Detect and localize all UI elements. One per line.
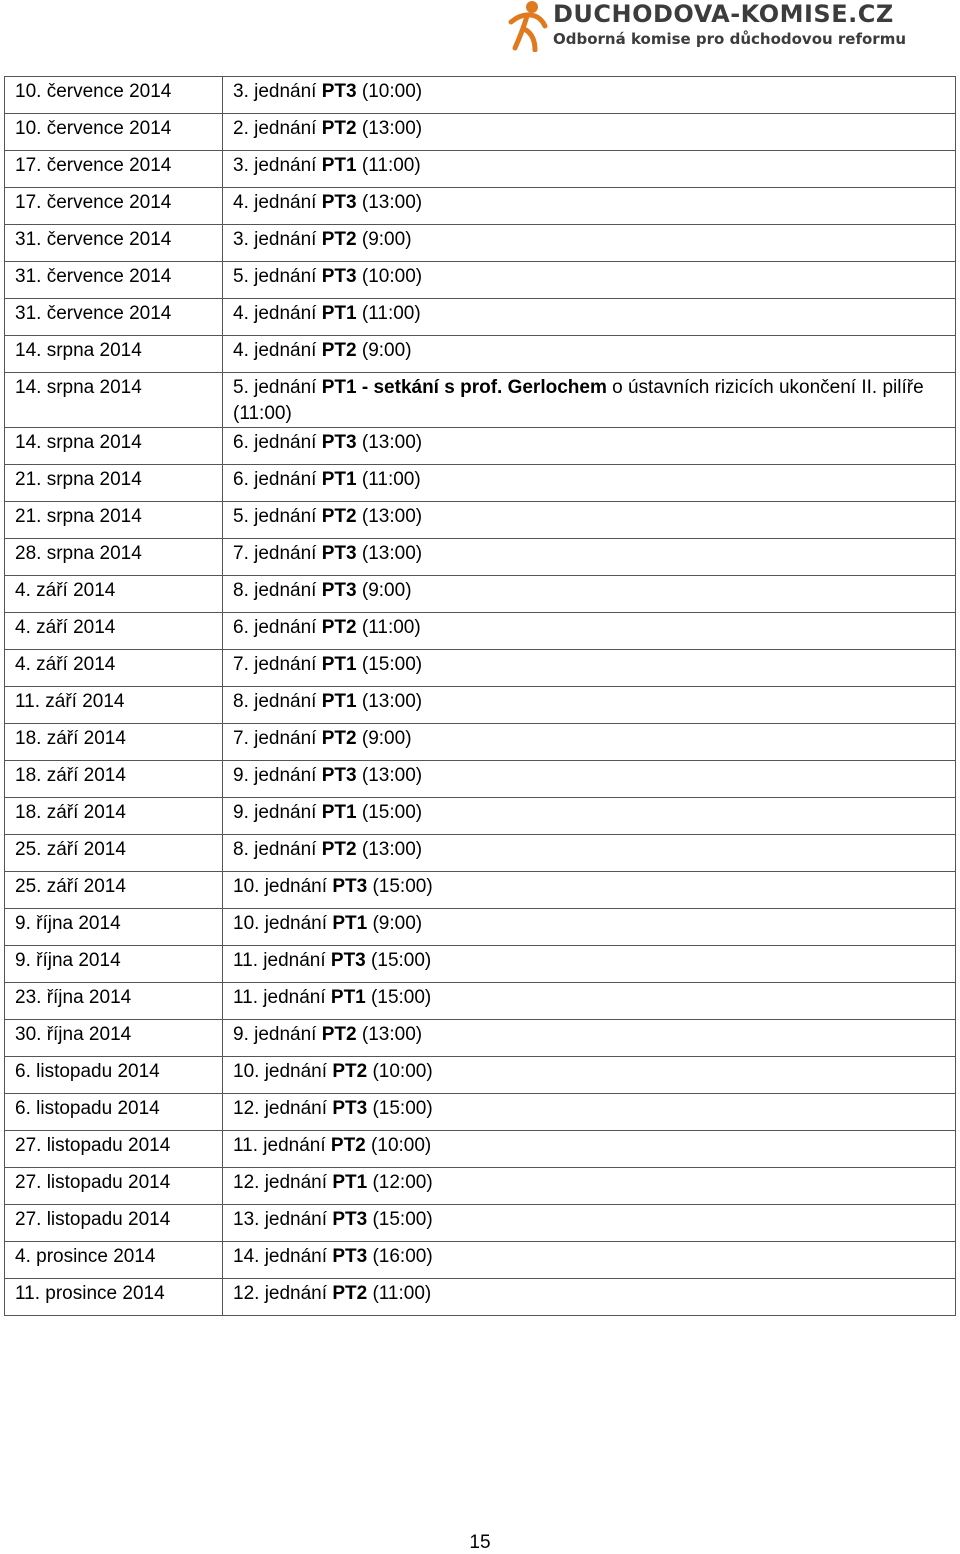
meeting-time: (11:00) bbox=[367, 1283, 432, 1304]
date-cell: 31. července 2014 bbox=[5, 225, 223, 262]
meeting-cell bbox=[223, 576, 956, 613]
meeting-number: 8. jednání bbox=[233, 691, 322, 712]
date-cell: 4. září 2014 bbox=[5, 613, 223, 650]
date-cell: 14. srpna 2014 bbox=[5, 373, 223, 428]
working-group: PT2 bbox=[321, 506, 357, 527]
meeting-number: 6. jednání bbox=[233, 432, 322, 453]
schedule-body bbox=[5, 77, 956, 1316]
meeting-number: 6. jednání bbox=[233, 469, 322, 490]
meeting-cell bbox=[223, 909, 956, 946]
meeting-number: 5. jednání bbox=[233, 377, 322, 398]
meeting-cell bbox=[223, 1020, 956, 1057]
date-cell: 6. listopadu 2014 bbox=[5, 1057, 223, 1094]
table-row bbox=[5, 428, 956, 465]
meeting-number: 11. jednání bbox=[233, 987, 331, 1008]
working-group: PT1 bbox=[330, 987, 366, 1008]
meeting-number: 6. jednání bbox=[233, 617, 322, 638]
meeting-time: (13:00) bbox=[356, 765, 423, 786]
table-row bbox=[5, 1205, 956, 1242]
meeting-cell bbox=[223, 1279, 956, 1316]
meeting-cell bbox=[223, 502, 956, 539]
date-cell: 21. srpna 2014 bbox=[5, 502, 223, 539]
date-cell: 14. srpna 2014 bbox=[5, 336, 223, 373]
meeting-time: (10:00) bbox=[356, 266, 423, 287]
meeting-number: 11. jednání bbox=[233, 950, 331, 971]
logo-subtitle: Odborná komise pro důchodovou reformu bbox=[553, 30, 907, 48]
meeting-cell bbox=[223, 872, 956, 909]
working-group: PT2 bbox=[321, 1024, 357, 1045]
date-cell: 17. července 2014 bbox=[5, 151, 223, 188]
table-row bbox=[5, 1242, 956, 1279]
working-group: PT3 bbox=[332, 1246, 368, 1267]
table-row bbox=[5, 724, 956, 761]
meeting-cell bbox=[223, 77, 956, 114]
working-group: PT3 bbox=[321, 765, 357, 786]
working-group: PT2 bbox=[321, 839, 357, 860]
date-cell: 21. srpna 2014 bbox=[5, 465, 223, 502]
date-cell: 4. prosince 2014 bbox=[5, 1242, 223, 1279]
working-group: PT2 bbox=[321, 728, 357, 749]
meeting-time: (15:00) bbox=[367, 1209, 433, 1230]
date-cell: 27. listopadu 2014 bbox=[5, 1168, 223, 1205]
meeting-cell bbox=[223, 151, 956, 188]
meeting-cell bbox=[223, 1057, 956, 1094]
meeting-cell bbox=[223, 225, 956, 262]
meeting-number: 10. jednání bbox=[233, 913, 333, 934]
date-cell: 14. srpna 2014 bbox=[5, 428, 223, 465]
table-row bbox=[5, 1057, 956, 1094]
meeting-time: (15:00) bbox=[367, 1098, 433, 1119]
date-cell: 9. října 2014 bbox=[5, 909, 223, 946]
meeting-cell bbox=[223, 1131, 956, 1168]
table-row bbox=[5, 77, 956, 114]
meeting-time: o ústavních rizicích ukončení II. pilíře (11:00) bbox=[233, 377, 929, 424]
working-group: PT3 bbox=[321, 192, 357, 213]
meeting-cell bbox=[223, 1242, 956, 1279]
table-row bbox=[5, 1094, 956, 1131]
date-cell: 18. září 2014 bbox=[5, 724, 223, 761]
table-row bbox=[5, 798, 956, 835]
meeting-time: (13:00) bbox=[356, 192, 423, 213]
working-group: PT3 bbox=[332, 1209, 368, 1230]
meeting-time: (15:00) bbox=[356, 654, 423, 675]
date-cell: 28. srpna 2014 bbox=[5, 539, 223, 576]
meeting-time: (15:00) bbox=[365, 950, 432, 971]
table-row bbox=[5, 909, 956, 946]
meeting-number: 7. jednání bbox=[233, 654, 322, 675]
meeting-cell bbox=[223, 613, 956, 650]
working-group: PT3 bbox=[321, 432, 357, 453]
working-group: PT3 bbox=[332, 876, 368, 897]
meeting-cell bbox=[223, 539, 956, 576]
table-row bbox=[5, 225, 956, 262]
working-group: PT1 bbox=[321, 802, 357, 823]
meeting-number: 4. jednání bbox=[233, 192, 322, 213]
working-group: PT2 bbox=[330, 1135, 366, 1156]
meeting-time: (10:00) bbox=[365, 1135, 432, 1156]
table-row bbox=[5, 946, 956, 983]
table-row bbox=[5, 835, 956, 872]
date-cell: 9. října 2014 bbox=[5, 946, 223, 983]
date-cell: 31. července 2014 bbox=[5, 299, 223, 336]
meeting-time: (9:00) bbox=[356, 580, 412, 601]
meeting-time: (15:00) bbox=[365, 987, 432, 1008]
meeting-number: 13. jednání bbox=[233, 1209, 333, 1230]
table-row bbox=[5, 983, 956, 1020]
table-row bbox=[5, 687, 956, 724]
meeting-number: 7. jednání bbox=[233, 728, 322, 749]
meeting-cell bbox=[223, 650, 956, 687]
date-cell: 30. října 2014 bbox=[5, 1020, 223, 1057]
date-cell: 27. listopadu 2014 bbox=[5, 1205, 223, 1242]
meeting-number: 10. jednání bbox=[233, 1061, 333, 1082]
meeting-cell bbox=[223, 188, 956, 225]
meeting-cell bbox=[223, 1168, 956, 1205]
table-row bbox=[5, 151, 956, 188]
meeting-number: 9. jednání bbox=[233, 765, 322, 786]
meeting-number: 8. jednání bbox=[233, 839, 322, 860]
table-row bbox=[5, 1279, 956, 1316]
meeting-number: 12. jednání bbox=[233, 1172, 333, 1193]
meeting-number: 11. jednání bbox=[233, 1135, 331, 1156]
meeting-time: (13:00) bbox=[356, 543, 423, 564]
meeting-cell bbox=[223, 724, 956, 761]
meeting-cell bbox=[223, 798, 956, 835]
meeting-cell bbox=[223, 114, 956, 151]
table-row bbox=[5, 1131, 956, 1168]
meeting-time: (13:00) bbox=[356, 839, 423, 860]
date-cell: 6. listopadu 2014 bbox=[5, 1094, 223, 1131]
table-row bbox=[5, 872, 956, 909]
meeting-number: 4. jednání bbox=[233, 340, 322, 361]
working-group: PT1 - setkání s prof. Gerlochem bbox=[321, 377, 607, 398]
meeting-number: 10. jednání bbox=[233, 876, 333, 897]
meeting-time: (9:00) bbox=[356, 229, 412, 250]
meeting-time: (13:00) bbox=[356, 506, 423, 527]
working-group: PT3 bbox=[321, 580, 357, 601]
table-row bbox=[5, 114, 956, 151]
meeting-time: (9:00) bbox=[356, 340, 412, 361]
meeting-time: (9:00) bbox=[356, 728, 412, 749]
date-cell: 10. července 2014 bbox=[5, 77, 223, 114]
working-group: PT1 bbox=[321, 654, 357, 675]
meeting-cell bbox=[223, 465, 956, 502]
table-row bbox=[5, 373, 956, 428]
date-cell: 18. září 2014 bbox=[5, 798, 223, 835]
working-group: PT1 bbox=[321, 469, 357, 490]
meeting-time: (11:00) bbox=[356, 155, 421, 176]
logo-title: DUCHODOVA-KOMISE.CZ bbox=[553, 0, 894, 28]
table-row bbox=[5, 650, 956, 687]
table-row bbox=[5, 1020, 956, 1057]
working-group: PT3 bbox=[321, 543, 357, 564]
date-cell: 31. července 2014 bbox=[5, 262, 223, 299]
meeting-cell bbox=[223, 373, 956, 428]
meeting-number: 3. jednání bbox=[233, 81, 322, 102]
meeting-number: 7. jednání bbox=[233, 543, 322, 564]
working-group: PT1 bbox=[321, 691, 357, 712]
meeting-number: 5. jednání bbox=[233, 266, 322, 287]
meeting-cell bbox=[223, 299, 956, 336]
meeting-time: (9:00) bbox=[367, 913, 423, 934]
table-row bbox=[5, 262, 956, 299]
meeting-cell bbox=[223, 336, 956, 373]
working-group: PT1 bbox=[332, 913, 368, 934]
meeting-time: (10:00) bbox=[367, 1061, 433, 1082]
page-number: 15 bbox=[469, 1532, 491, 1553]
working-group: PT3 bbox=[321, 81, 357, 102]
meeting-number: 3. jednání bbox=[233, 155, 322, 176]
meeting-schedule-table bbox=[4, 76, 956, 1316]
meeting-cell bbox=[223, 687, 956, 724]
date-cell: 11. září 2014 bbox=[5, 687, 223, 724]
meeting-time: (16:00) bbox=[367, 1246, 433, 1267]
meeting-cell bbox=[223, 946, 956, 983]
table-row bbox=[5, 539, 956, 576]
meeting-cell bbox=[223, 1205, 956, 1242]
working-group: PT3 bbox=[321, 266, 357, 287]
table-row bbox=[5, 576, 956, 613]
working-group: PT2 bbox=[321, 340, 357, 361]
meeting-number: 5. jednání bbox=[233, 506, 322, 527]
working-group: PT3 bbox=[332, 1098, 368, 1119]
table-row bbox=[5, 1168, 956, 1205]
date-cell: 10. července 2014 bbox=[5, 114, 223, 151]
meeting-number: 9. jednání bbox=[233, 802, 322, 823]
meeting-time: (10:00) bbox=[356, 81, 423, 102]
meeting-time: (11:00) bbox=[356, 469, 421, 490]
meeting-time: (13:00) bbox=[356, 1024, 423, 1045]
meeting-time: (13:00) bbox=[356, 691, 423, 712]
date-cell: 23. října 2014 bbox=[5, 983, 223, 1020]
meeting-time: (13:00) bbox=[356, 118, 423, 139]
date-cell: 17. července 2014 bbox=[5, 188, 223, 225]
meeting-time: (15:00) bbox=[356, 802, 423, 823]
meeting-number: 8. jednání bbox=[233, 580, 322, 601]
table-row bbox=[5, 465, 956, 502]
working-group: PT1 bbox=[321, 303, 357, 324]
working-group: PT1 bbox=[332, 1172, 368, 1193]
meeting-time: (11:00) bbox=[356, 617, 421, 638]
site-logo bbox=[505, 0, 945, 52]
meeting-number: 12. jednání bbox=[233, 1283, 333, 1304]
meeting-cell bbox=[223, 983, 956, 1020]
table-row bbox=[5, 761, 956, 798]
meeting-number: 4. jednání bbox=[233, 303, 322, 324]
date-cell: 25. září 2014 bbox=[5, 835, 223, 872]
meeting-cell bbox=[223, 761, 956, 798]
runner-logo-icon bbox=[505, 0, 551, 52]
meeting-cell bbox=[223, 428, 956, 465]
working-group: PT2 bbox=[321, 617, 357, 638]
date-cell: 4. září 2014 bbox=[5, 576, 223, 613]
meeting-cell bbox=[223, 835, 956, 872]
working-group: PT2 bbox=[332, 1061, 368, 1082]
working-group: PT2 bbox=[332, 1283, 368, 1304]
meeting-time: (12:00) bbox=[367, 1172, 433, 1193]
table-row bbox=[5, 299, 956, 336]
working-group: PT2 bbox=[321, 118, 357, 139]
working-group: PT3 bbox=[330, 950, 366, 971]
meeting-number: 9. jednání bbox=[233, 1024, 322, 1045]
meeting-time: (11:00) bbox=[356, 303, 421, 324]
date-cell: 4. září 2014 bbox=[5, 650, 223, 687]
meeting-cell bbox=[223, 1094, 956, 1131]
date-cell: 11. prosince 2014 bbox=[5, 1279, 223, 1316]
meeting-number: 12. jednání bbox=[233, 1098, 333, 1119]
meeting-cell bbox=[223, 262, 956, 299]
table-row bbox=[5, 613, 956, 650]
working-group: PT1 bbox=[321, 155, 357, 176]
meeting-number: 2. jednání bbox=[233, 118, 322, 139]
table-row bbox=[5, 188, 956, 225]
meeting-time: (15:00) bbox=[367, 876, 433, 897]
meeting-number: 3. jednání bbox=[233, 229, 322, 250]
date-cell: 27. listopadu 2014 bbox=[5, 1131, 223, 1168]
table-row bbox=[5, 502, 956, 539]
date-cell: 18. září 2014 bbox=[5, 761, 223, 798]
meeting-number: 14. jednání bbox=[233, 1246, 333, 1267]
meeting-time: (13:00) bbox=[356, 432, 423, 453]
table-row bbox=[5, 336, 956, 373]
working-group: PT2 bbox=[321, 229, 357, 250]
date-cell: 25. září 2014 bbox=[5, 872, 223, 909]
